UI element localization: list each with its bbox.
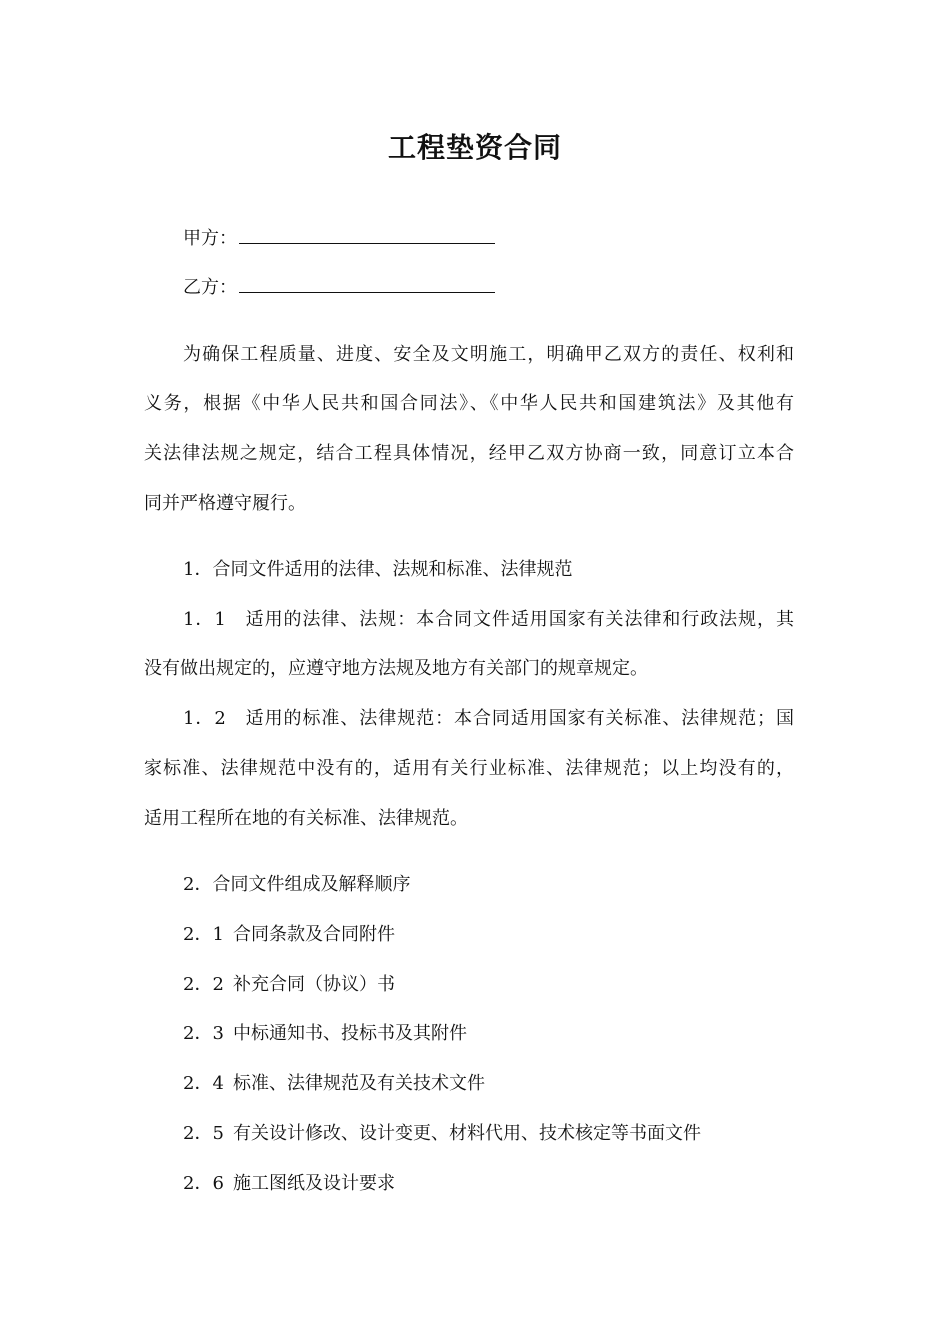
document-title: 工程垫资合同	[387, 131, 562, 164]
section-2-item	[183, 1119, 701, 1149]
clause-1-2-line: 家标准、法律规范中没有的，适用有关行业标准、法律规范；以上均没有的，	[144, 758, 794, 779]
section-2-item	[183, 1069, 485, 1099]
section-2-item	[183, 970, 395, 1000]
intro-line: 为确保工程质量、进度、安全及文明施工，明确甲乙双方的责任、权利和	[183, 344, 794, 365]
item-number: 2．6	[183, 1173, 224, 1194]
section-2-heading: 2．合同文件组成及解释顺序	[183, 874, 411, 895]
clause-1-1-line: 没有做出规定的，应遵守地方法规及地方有关部门的规章规定。	[144, 658, 648, 679]
item-text: 合同条款及合同附件	[233, 924, 395, 945]
item-number: 2．1	[183, 924, 224, 945]
item-number: 2．5	[183, 1123, 224, 1144]
party-a-line	[183, 224, 495, 254]
intro-line: 义务，根据《中华人民共和国合同法》、《中华人民共和国建筑法》及其他有	[144, 393, 794, 414]
party-b-label: 乙方：	[183, 277, 237, 298]
item-text: 补充合同（协议）书	[233, 974, 395, 995]
section-2-item	[183, 1019, 467, 1049]
party-b-blank	[239, 275, 495, 293]
party-b-line	[183, 273, 495, 303]
clause-1-1-line: 1．1 适用的法律、法规：本合同文件适用国家有关法律和行政法规，其	[183, 609, 794, 630]
party-a-label: 甲方：	[183, 228, 237, 249]
intro-line: 同并严格遵守履行。	[144, 493, 306, 514]
item-number: 2．3	[183, 1023, 224, 1044]
item-text: 施工图纸及设计要求	[233, 1173, 395, 1194]
section-1-heading: 1．合同文件适用的法律、法规和标准、法律规范	[183, 559, 573, 580]
item-text: 有关设计修改、设计变更、材料代用、技术核定等书面文件	[233, 1123, 701, 1144]
section-2-item	[183, 1169, 395, 1199]
item-number: 2．2	[183, 974, 224, 995]
clause-1-2-line: 1．2 适用的标准、法律规范：本合同适用国家有关标准、法律规范；国	[183, 708, 794, 729]
item-number: 2．4	[183, 1073, 224, 1094]
intro-line: 关法律法规之规定，结合工程具体情况，经甲乙双方协商一致，同意订立本合	[144, 443, 794, 464]
item-text: 标准、法律规范及有关技术文件	[233, 1073, 485, 1094]
item-text: 中标通知书、投标书及其附件	[233, 1023, 467, 1044]
party-a-blank	[239, 226, 495, 244]
section-2-item	[183, 920, 395, 950]
clause-1-2-line: 适用工程所在地的有关标准、法律规范。	[144, 808, 468, 829]
